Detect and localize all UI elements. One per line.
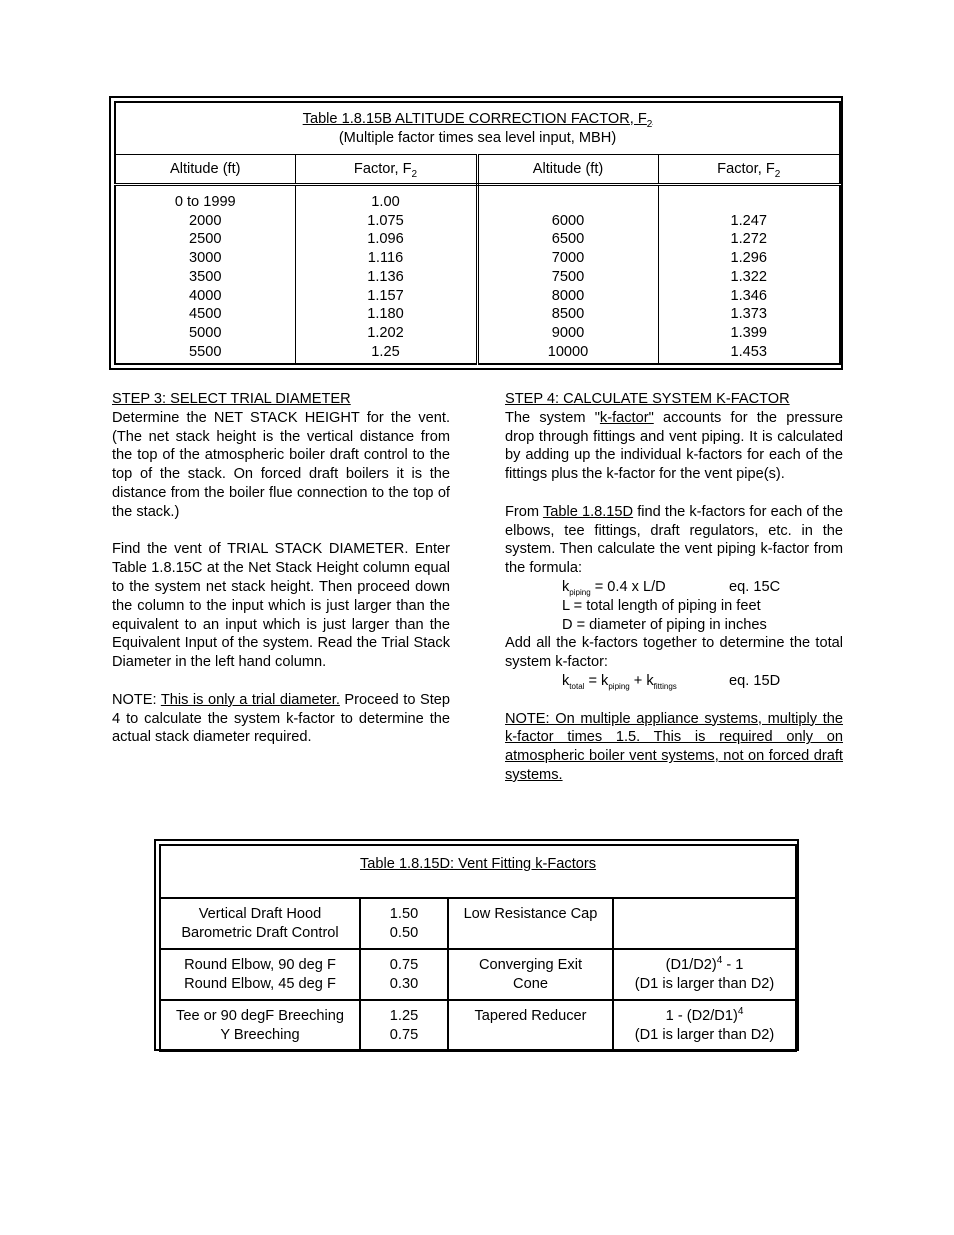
header-altitude-left: Altitude (ft) — [115, 155, 295, 185]
fitting-name-cell: Tee or 90 degF Breeching Y Breeching — [160, 1000, 360, 1051]
equation-15c: $k_{piping} = 0.4$ x L/D eq. 15C — [562, 578, 781, 597]
fitting-value-cell: 1.50 0.50 — [360, 898, 448, 949]
header-factor-right: Factor, $F_2$ — [658, 155, 840, 185]
table-cell: 6000 — [551, 212, 585, 229]
altitude-correction-table — [114, 101, 841, 365]
table-cell: 1.25 — [371, 343, 400, 360]
step4-section — [505, 390, 843, 785]
step3-paragraph-1: Determine the NET STACK HEIGHT for the vent. (The net stack height is the vertical distance from the top of the atmospheric boiler draft control to the top of the stack. On forced draft boilers it is the distance from the boiler flue connection to the top of the stack.) — [112, 409, 450, 520]
table-cell: 1.322 — [730, 268, 768, 285]
table-cell: 2000 — [189, 212, 222, 229]
k-factor-term: k-factor" — [599, 409, 654, 426]
step4-paragraph-2: From Table 1.8.15D find the k-factors for each of the elbows, tee fittings, draft regulators, etc. in the system. Then calculate the vent piping k-factor from the formula: — [505, 503, 843, 577]
altitude-table-subtitle: (Multiple factor times sea level input, MBH) — [338, 129, 617, 146]
table-cell: 1.00 — [371, 194, 400, 210]
definition-l: L = total length of piping in feet — [562, 597, 761, 614]
equation-15d: $k_{total} = k_{piping} + k_{fittings}$ eq. 15D — [562, 672, 781, 691]
fitting-name-cell: Tapered Reducer — [448, 1000, 613, 1051]
factor-column-left — [295, 185, 477, 365]
table-cell: 1.202 — [367, 324, 404, 341]
step3-heading: STEP 3: SELECT TRIAL DIAMETER — [112, 391, 351, 407]
table-cell: 1.096 — [367, 231, 404, 248]
table-cell: 1.180 — [367, 306, 404, 323]
table-cell: 1.399 — [730, 324, 768, 341]
fitting-name-cell: Vertical Draft Hood Barometric Draft Control — [160, 898, 360, 949]
table-cell: 1.157 — [367, 287, 404, 304]
table-cell: 3000 — [189, 250, 222, 267]
table-cell: 3500 — [189, 268, 222, 285]
step4-note: NOTE: On multiple appliance systems, multiply the k-factor times 1.5. This is required only on atmospheric boiler vent systems, not on forced draft systems. — [505, 710, 843, 783]
table-cell: 1.116 — [367, 250, 404, 267]
table-cell: 4500 — [189, 306, 222, 323]
table-cell: 4000 — [189, 287, 222, 304]
table-cell: 1.373 — [730, 306, 768, 323]
table-cell: 8000 — [551, 287, 585, 304]
fitting-name-cell: Converging Exit Cone — [448, 949, 613, 1000]
table-cell: 5000 — [189, 324, 222, 341]
table-cell: 1.272 — [730, 231, 768, 248]
table-cell: 1.296 — [730, 250, 768, 267]
table-cell: 1.346 — [730, 287, 768, 304]
fitting-name-cell: Round Elbow, 90 deg F Round Elbow, 45 deg F — [160, 949, 360, 1000]
table-cell: 9000 — [551, 324, 585, 341]
table-cell: 7000 — [551, 250, 585, 267]
altitude-column-right — [477, 185, 658, 365]
table-row — [160, 949, 796, 1000]
fitting-value-cell: 0.75 0.30 — [360, 949, 448, 1000]
header-altitude-right: Altitude (ft) — [477, 155, 658, 185]
step3-paragraph-2: Find the vent of TRIAL STACK DIAMETER. Enter Table 1.8.15C at the Net Stack Height column equal to the system net stack height. Then proceed down the column to the input which is just larger than the equivalent to an input which is just larger than the Equivalent Input of the system. Read the Trial Stack Diameter in the left hand column. — [112, 541, 450, 671]
table-cell: 5500 — [189, 343, 222, 360]
definition-d: D = diameter of piping in inches — [562, 616, 767, 633]
table-cell: 1.075 — [367, 212, 404, 229]
table-cell: 10000 — [547, 343, 589, 360]
header-factor-left: Factor, $F_2$ — [295, 155, 477, 185]
fitting-name-cell: Low Resistance Cap — [448, 898, 613, 949]
table-cell: 8500 — [551, 306, 585, 323]
fitting-value-cell: 1.25 0.75 — [360, 1000, 448, 1051]
step3-section — [112, 390, 450, 747]
equation-15d-label: eq. 15D — [729, 672, 781, 689]
vent-fitting-k-factors-table — [159, 844, 797, 1052]
step4-paragraph-3: Add all the k-factors together to determine the total system k-factor: — [505, 635, 843, 671]
step3-note: NOTE: This is only a trial diameter. Proceed to Step 4 to calculate the system k-factor to determine the actual stack diameter required. — [112, 691, 450, 746]
table-cell: 1.136 — [367, 268, 404, 285]
table-cell: 2500 — [189, 231, 222, 248]
step4-heading: STEP 4: CALCULATE SYSTEM K-FACTOR — [505, 391, 790, 407]
step4-paragraph-1: The system "k-factor" accounts for the pressure drop through fittings and vent piping. It is calculated by adding up the individual k-factors for each of the fittings plus the k-factor for the vent pipe(s). — [505, 409, 844, 483]
fitting-formula-cell: $(D1/D2)^4 - 1$ (D1 is larger than D2) — [613, 949, 796, 1000]
equation-15c-label: eq. 15C — [729, 578, 781, 595]
table-row — [160, 1000, 796, 1051]
table-cell: 1.247 — [730, 212, 768, 229]
table-cell: 7500 — [551, 268, 585, 285]
fitting-formula-cell: $1 - (D2/D1)^4$ (D1 is larger than D2) — [613, 1000, 796, 1051]
fitting-formula-cell — [613, 898, 796, 949]
table-cell: 1.453 — [730, 343, 768, 360]
table-cell: 0 to 1999 — [174, 194, 236, 210]
altitude-table-caption — [115, 102, 840, 155]
table-cell: 6500 — [551, 231, 585, 248]
fitting-table-title: Table 1.8.15D: Vent Fitting k-Factors — [160, 845, 796, 898]
altitude-table-title: Table 1.8.15B ALTITUDE CORRECTION FACTOR, $F_2$ — [302, 110, 653, 130]
factor-column-right — [658, 185, 840, 365]
table-row — [160, 898, 796, 949]
altitude-column-left — [115, 185, 295, 365]
table-reference-link: Table 1.8.15D — [542, 503, 634, 520]
